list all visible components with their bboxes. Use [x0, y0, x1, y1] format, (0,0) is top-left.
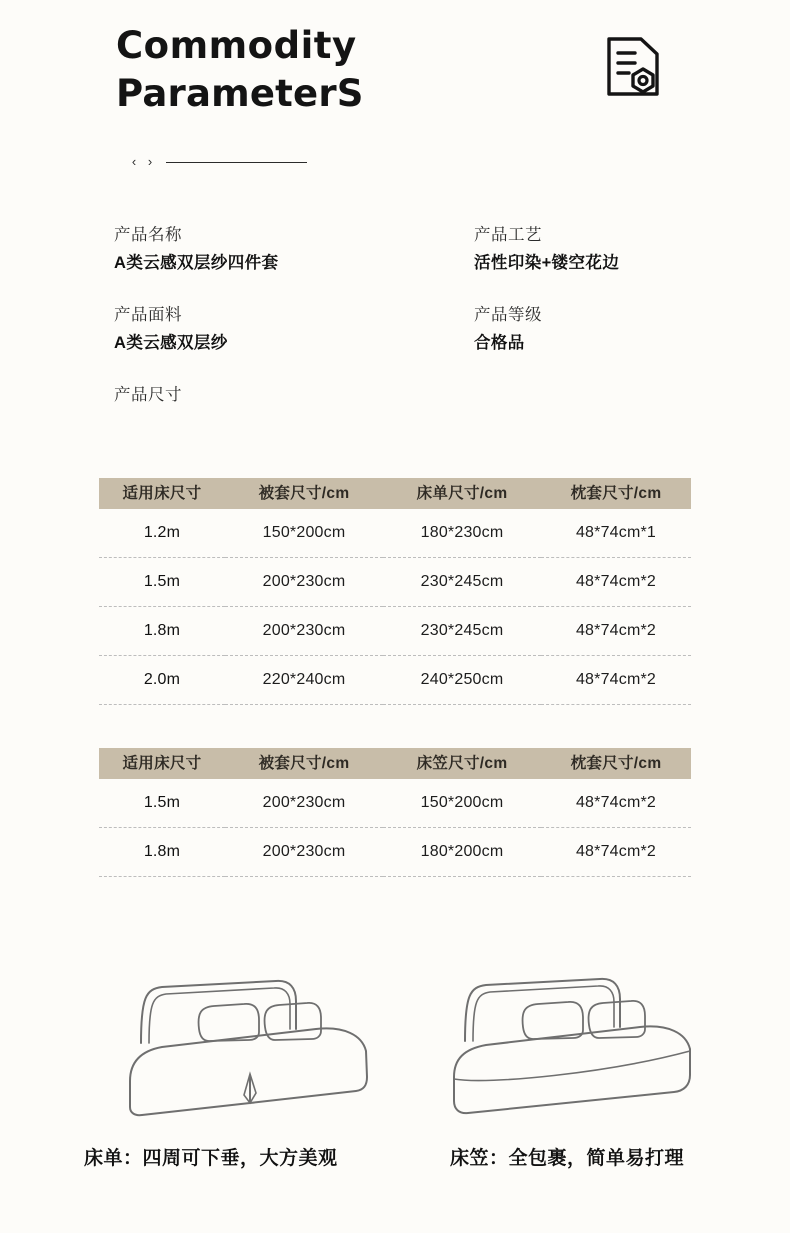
table-header-row: [99, 478, 691, 509]
table-cell: 200*230cm: [225, 779, 383, 828]
spec-product-grade: [474, 302, 774, 358]
caption-bedsheet: 床单：四周可下垂，大方美观: [84, 1148, 338, 1169]
table: [99, 478, 691, 705]
page-title-line-1: Commodity: [116, 24, 357, 67]
divider-rule: [166, 162, 307, 163]
illustration-captions: [0, 1143, 790, 1177]
spec-label: 产品工艺: [474, 226, 542, 244]
spec-label: 产品尺寸: [114, 386, 182, 404]
size-table-bedsheet: [99, 478, 691, 705]
chevron-right-icon[interactable]: ›: [147, 154, 153, 169]
table-cell: 1.8m: [99, 828, 225, 877]
table-cell: 200*230cm: [225, 607, 383, 656]
spec-value: A类云感双层纱四件套: [114, 254, 279, 272]
spec-label: 产品面料: [114, 306, 182, 324]
table-cell: 150*200cm: [383, 779, 541, 828]
table-header-cell: 适用床尺寸: [99, 748, 225, 779]
table-cell: 180*200cm: [383, 828, 541, 877]
bed-illustration-bedsheet: [104, 955, 394, 1140]
table-cell: 1.5m: [99, 779, 225, 828]
spec-product-size: [114, 382, 444, 408]
table-row: [99, 828, 691, 877]
table-cell: 48*74cm*2: [541, 607, 691, 656]
table-cell: 1.2m: [99, 509, 225, 558]
bed-illustration-fitted-sheet: [428, 955, 718, 1140]
table-cell: 1.8m: [99, 607, 225, 656]
table-cell: 48*74cm*2: [541, 779, 691, 828]
specs-column-left: [114, 222, 444, 432]
spec-label: 产品等级: [474, 306, 542, 324]
page-title: [116, 22, 536, 118]
spec-product-craft: [474, 222, 774, 278]
table-cell: 180*230cm: [383, 509, 541, 558]
section-navigation: [126, 155, 307, 169]
page-header: [0, 0, 790, 200]
document-badge-icon: [605, 36, 661, 98]
spec-product-name: [114, 222, 444, 278]
table-header-cell: 适用床尺寸: [99, 478, 225, 509]
spec-product-fabric: [114, 302, 444, 358]
table-cell: 230*245cm: [383, 558, 541, 607]
table-row: [99, 558, 691, 607]
table-cell: 230*245cm: [383, 607, 541, 656]
table-row: [99, 656, 691, 705]
table-cell: 200*230cm: [225, 558, 383, 607]
table-row: [99, 509, 691, 558]
table-cell: 48*74cm*2: [541, 828, 691, 877]
table-row: [99, 779, 691, 828]
table-cell: 200*230cm: [225, 828, 383, 877]
table-cell: 48*74cm*2: [541, 558, 691, 607]
table-header-cell: 床单尺寸/cm: [383, 478, 541, 509]
table-cell: 240*250cm: [383, 656, 541, 705]
spec-value: 合格品: [474, 334, 525, 352]
table-header-row: [99, 748, 691, 779]
specs-column-right: [474, 222, 774, 382]
caption-fitted-sheet: 床笠：全包裹，简单易打理: [450, 1148, 685, 1169]
table-cell: 220*240cm: [225, 656, 383, 705]
chevron-left-icon[interactable]: ‹: [131, 154, 137, 169]
bed-illustrations: [0, 955, 790, 1155]
table-cell: 1.5m: [99, 558, 225, 607]
table-header-cell: 被套尺寸/cm: [225, 478, 383, 509]
table-header-cell: 被套尺寸/cm: [225, 748, 383, 779]
table: [99, 748, 691, 877]
table-cell: 2.0m: [99, 656, 225, 705]
table-header-cell: 枕套尺寸/cm: [541, 478, 691, 509]
spec-value: A类云感双层纱: [114, 334, 228, 352]
table-cell: 150*200cm: [225, 509, 383, 558]
table-row: [99, 607, 691, 656]
table-header-cell: 枕套尺寸/cm: [541, 748, 691, 779]
table-header-cell: 床笠尺寸/cm: [383, 748, 541, 779]
table-cell: 48*74cm*2: [541, 656, 691, 705]
table-cell: 48*74cm*1: [541, 509, 691, 558]
spec-label: 产品名称: [114, 226, 182, 244]
size-table-fitted-sheet: [99, 748, 691, 877]
page-title-line-2: ParameterS: [116, 72, 364, 115]
spec-value: 活性印染+镂空花边: [474, 254, 620, 272]
